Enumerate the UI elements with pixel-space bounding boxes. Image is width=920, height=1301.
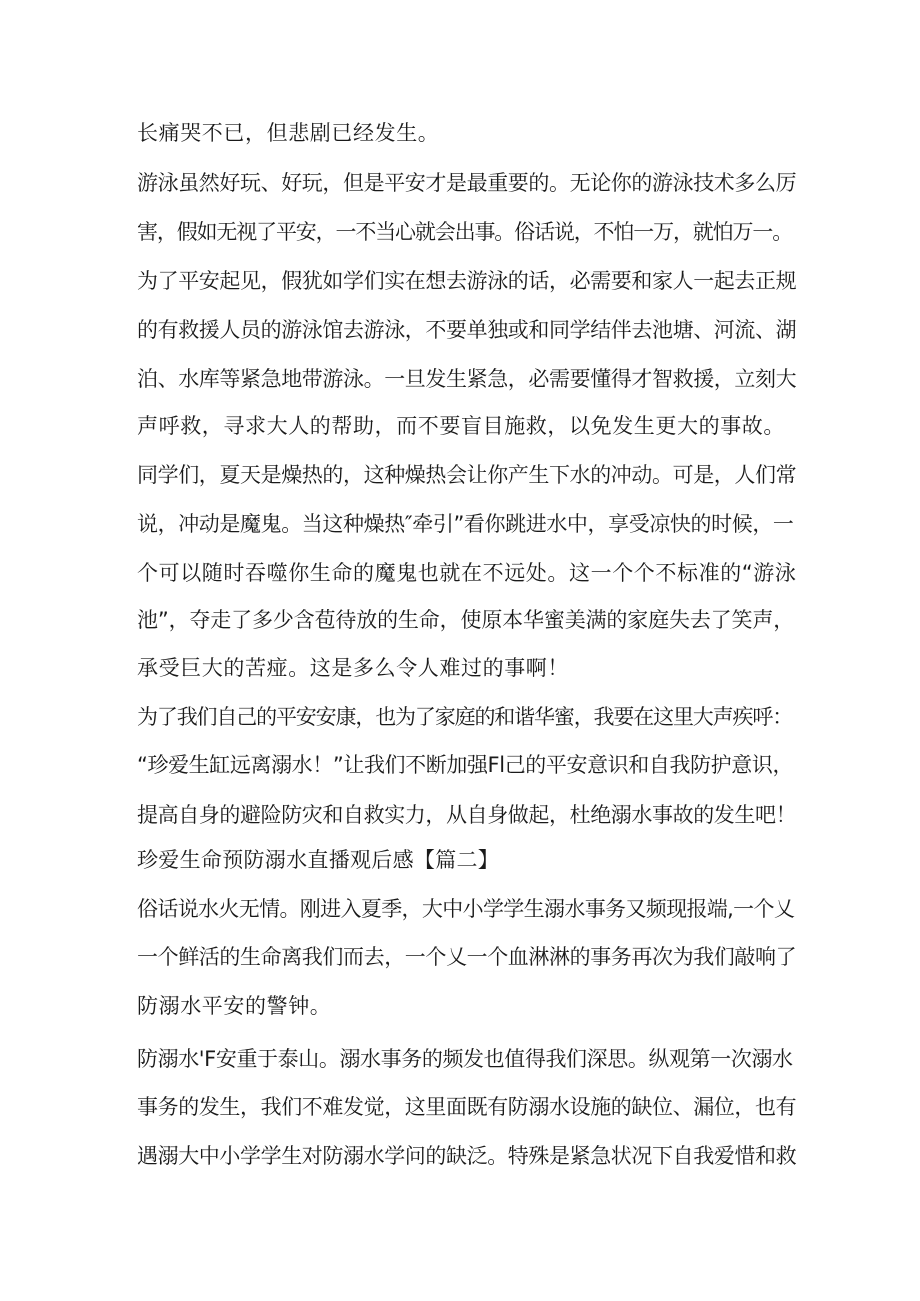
text-line: “珍爱生缸远离溺水！”让我们不断加强Fl己的平安意识和自我防护意识， — [137, 753, 794, 777]
text-line: 遇溺大中小学学生对防溺水学问的缺泛。特殊是紧急状况下自我爱惜和救 — [137, 1144, 797, 1168]
text-line: 的有救援人员的游泳馆去游泳，不要单独或和同学结伴去池塘、河流、湖 — [137, 318, 797, 342]
text-line: 游泳虽然好玩、好玩，但是平安才是最重要的。无论你的游泳技术多么厉 — [137, 171, 797, 195]
text-line: 声呼救，寻求大人的帮助，而不要盲目施救，以免发生更大的事故。 — [137, 414, 785, 438]
text-line: 池”，夺走了多少含苞待放的生命，使原本华蜜美满的家庭失去了笑声， — [137, 608, 795, 632]
text-line: 为了平安起见，假犹如学们实在想去游泳的话，必需要和家人一起去正规 — [137, 269, 797, 293]
text-line: 泊、水库等紧急地带游泳。一旦发生紧急，必需要懂得才智救援，立刻大 — [137, 367, 797, 391]
text-line: 为了我们自己的平安安康，也为了家庭的和谐华蜜，我要在这里大声疾呼： — [137, 705, 793, 729]
text-line: 个可以随时吞噬你生命的魔鬼也就在不远处。这一个个不标准的“游泳 — [137, 561, 797, 585]
text-line: 防溺水平安的警钟。 — [137, 994, 332, 1018]
text-line: 害，假如无视了平安，一不当心就会出事。俗话说，不怕一万，就怕万一。 — [137, 220, 793, 244]
text-line: 事务的发生，我们不难发觉，这里面既有防溺水设施的缺位、漏位，也有 — [137, 1095, 797, 1119]
text-line: 承受巨大的苦痖。这是多么令人难过的事啊！ — [137, 656, 569, 680]
text-line: 长痛哭不已，但悲剧已经发生。 — [137, 121, 440, 145]
section-heading: 珍爱生命预防溺水直播观后感【篇二】 — [137, 848, 500, 872]
text-line: 俗话说水火无情。刚进入夏季，大中小学学生溺水事务又频现报端,一个乂 — [137, 897, 795, 921]
text-line: 防溺水'F安重于泰山。溺水事务的频发也值得我们深思。纵观第一次溺水 — [137, 1047, 793, 1071]
text-line: 说，冲动是魔鬼。当这种燥热″牵引”看你跳进水中，享受凉快的时候，一 — [137, 512, 794, 536]
text-line: 同学们，夏天是燥热的，这种燥热会让你产生下水的冲动。可是，人们常 — [137, 463, 797, 487]
text-line: 一个鲜活的生命离我们而去，一个乂一个血淋淋的事务再次为我们敲响了 — [137, 945, 797, 969]
text-line: 提高自身的避险防灾和自救实力，从自身做起，杜绝溺水事故的发生吧！ — [137, 803, 797, 827]
